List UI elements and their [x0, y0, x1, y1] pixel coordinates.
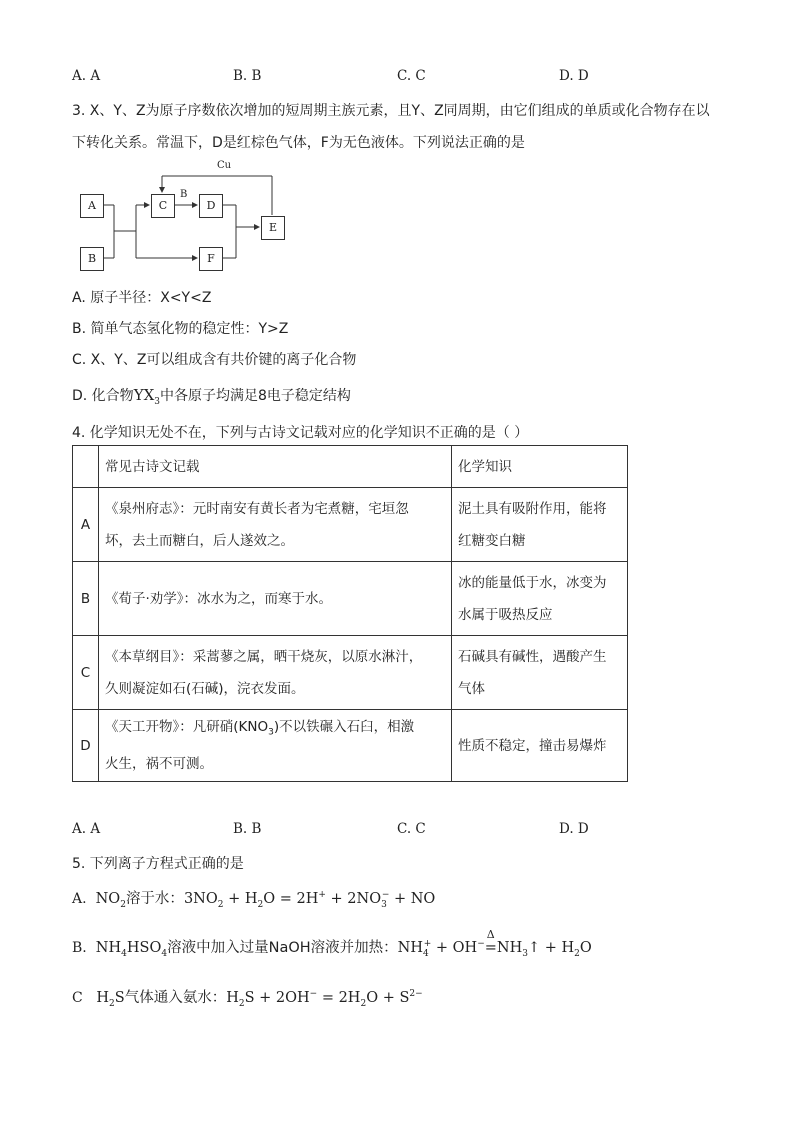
- node-f: F: [199, 247, 223, 271]
- table-row: [73, 562, 628, 636]
- node-e: E: [261, 216, 285, 240]
- q4-option-b: B. B: [233, 821, 262, 837]
- header-knowledge: 化学知识: [452, 446, 628, 488]
- q5-option-c: [72, 986, 423, 1009]
- node-d: D: [199, 194, 223, 218]
- node-b: B: [80, 247, 104, 271]
- q3-option-d: [72, 385, 351, 407]
- node-a: A: [80, 194, 104, 218]
- row-label: A: [73, 488, 99, 562]
- q3-stem-line2: 下转化关系。常温下，D是红棕色气体，F为无色液体。下列说法正确的是: [72, 135, 525, 151]
- q5-c-equation: $H_2S$气体通入氨水：$H_2S + 2OH^- = 2H_2O + S^{2-}$: [87, 989, 423, 1009]
- node-c: C: [151, 194, 175, 218]
- row-label: C: [73, 636, 99, 710]
- q3-option-d-suffix: 中各原子均满足8电子稳定结构: [160, 388, 351, 404]
- q4-option-d: D. D: [559, 821, 589, 837]
- q3-stem-line1: 3. X、Y、Z为原子序数依次增加的短周期主族元素，且Y、Z同周期，由它们组成的单质或化合物存在以: [72, 103, 710, 119]
- table-row: [73, 636, 628, 710]
- row-label: D: [73, 710, 99, 782]
- q3-option-b: B. 简单气态氢化物的稳定性：Y>Z: [72, 321, 289, 337]
- q3-option-a: A. 原子半径：X<Y<Z: [72, 290, 212, 306]
- source-cell: 《天工开物》：凡研硝$(KNO_3)$不以铁碾入石臼，相激 火生，祸不可测。: [99, 710, 452, 782]
- header-source: 常见古诗文记载: [99, 446, 452, 488]
- q3-option-d-prefix: D. 化合物: [72, 388, 134, 404]
- q5-option-a: [72, 887, 435, 910]
- heat-delta-symbol: Δ: [486, 928, 495, 941]
- q3-transformation-diagram: [76, 158, 296, 276]
- q4-stem: 4. 化学知识无处不在，下列与古诗文记载对应的化学知识不正确的是（ ）: [72, 425, 529, 441]
- table-row: [73, 488, 628, 562]
- edge-label-b: B: [180, 189, 188, 200]
- formula-yx3: $YX_3$: [133, 386, 161, 407]
- q5-a-equation: $NO_2$溶于水：$3NO_2 + H_2O = 2H^+ + 2NO_3^-$ + NO: [91, 890, 436, 910]
- knowledge-cell: 性质不稳定，撞击易爆炸: [452, 710, 628, 782]
- knowledge-cell: 泥土具有吸附作用，能将 红糖变白糖: [452, 488, 628, 562]
- q4-option-c: C. C: [397, 821, 426, 837]
- row-label: B: [73, 562, 99, 636]
- q5-stem: 5. 下列离子方程式正确的是: [72, 856, 244, 872]
- q5-option-a-label: A.: [72, 891, 87, 907]
- q3-option-c: C. X、Y、Z可以组成含有共价键的离子化合物: [72, 352, 357, 368]
- q2-option-c: C. C: [397, 68, 426, 84]
- q5-b-equation: $NH_4HSO_4$溶液中加入过量NaOH溶液并加热：$NH_4^+ + OH^-$ Δ $=NH_3↑ + H_2O$: [91, 928, 592, 959]
- knowledge-cell: 石碱具有碱性，遇酸产生 气体: [452, 636, 628, 710]
- q5-option-b: [72, 928, 592, 959]
- edge-label-cu: Cu: [217, 160, 232, 171]
- table-row: [73, 710, 628, 782]
- table-header-row: [73, 446, 628, 488]
- source-cell: 《本草纲目》：采蒿蓼之属，晒干烧灰，以原水淋汁， 久则凝淀如石(石碱)，浣衣发面。: [99, 636, 452, 710]
- q2-option-a: A. A: [72, 68, 101, 84]
- q2-option-b: B. B: [233, 68, 262, 84]
- source-cell: 《荀子·劝学》：冰水为之，而寒于水。: [99, 562, 452, 636]
- knowledge-cell: 冰的能量低于水，冰变为 水属于吸热反应: [452, 562, 628, 636]
- q5-option-b-label: B.: [72, 940, 87, 956]
- header-blank: [73, 446, 99, 488]
- q4-table: [72, 445, 628, 782]
- q5-option-c-label: C: [72, 990, 83, 1006]
- source-cell: 《泉州府志》：元时南安有黄长者为宅煮糖，宅垣忽 坏，去土而糖白，后人遂效之。: [99, 488, 452, 562]
- q2-option-d: D. D: [559, 68, 589, 84]
- q4-option-a: A. A: [72, 821, 101, 837]
